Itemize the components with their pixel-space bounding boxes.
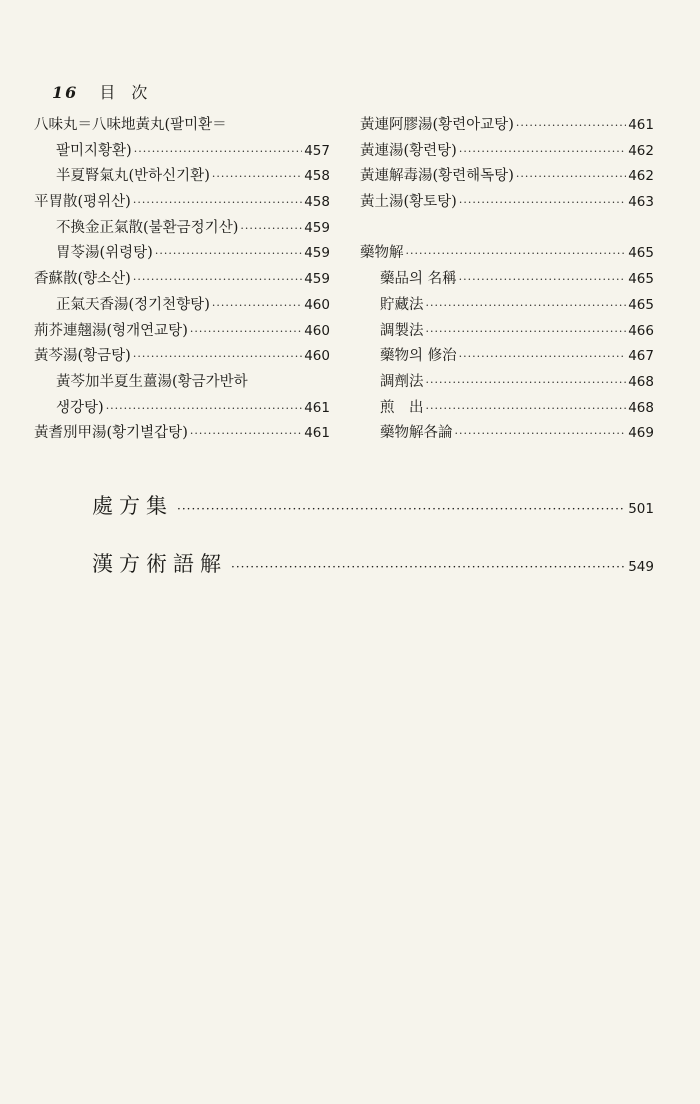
- entry-title: 調劑法: [380, 373, 424, 390]
- entry-title: 黃連解毒湯(황련해독탕): [360, 168, 514, 185]
- toc-entry[interactable]: [34, 267, 330, 293]
- page-number: 16: [52, 83, 79, 102]
- toc-entry[interactable]: [360, 241, 654, 267]
- toc-entry[interactable]: [360, 139, 654, 165]
- entry-title: 黃連阿膠湯(황련아교탕): [360, 117, 514, 133]
- toc-entry[interactable]: [34, 319, 330, 345]
- toc-entry[interactable]: [34, 370, 330, 396]
- entry-title: 半夏腎氣丸(반하신기환): [56, 168, 210, 185]
- entry-page-number: 457: [304, 142, 330, 159]
- entry-page-number: 468: [628, 399, 654, 416]
- toc-entry[interactable]: [360, 164, 654, 190]
- toc-section-entry[interactable]: [92, 490, 654, 520]
- toc-entry[interactable]: [360, 370, 654, 396]
- dot-leader: [190, 421, 302, 447]
- entry-title: 胃苓湯(위령탕): [56, 245, 153, 262]
- toc-entry[interactable]: [360, 190, 654, 216]
- dot-leader: [177, 502, 624, 516]
- entry-page-number: 465: [628, 296, 654, 313]
- entry-page-number: 462: [628, 168, 654, 185]
- dot-leader: [155, 241, 302, 267]
- entry-page-number: 458: [304, 168, 330, 185]
- entry-title: 黃芩加半夏生薑湯(황금가반하: [56, 373, 248, 390]
- dot-leader: [406, 241, 627, 267]
- entry-title: 黃土湯(황토탕): [360, 194, 457, 211]
- entry-page-number: 460: [304, 348, 330, 365]
- toc-right-column: [360, 113, 654, 447]
- page-header: [52, 80, 163, 103]
- section-page-number: 549: [628, 559, 654, 575]
- toc-entry[interactable]: [360, 396, 654, 422]
- entry-page-number: 469: [628, 425, 654, 442]
- entry-title: 黃連湯(황련탕): [360, 142, 457, 159]
- entry-page-number: 465: [628, 271, 654, 288]
- dot-leader: [455, 421, 627, 447]
- dot-leader: [133, 190, 302, 216]
- entry-title: 煎 出: [380, 399, 424, 416]
- toc-entry[interactable]: [34, 293, 330, 319]
- dot-leader: [516, 164, 626, 190]
- toc-entry[interactable]: [34, 190, 330, 216]
- toc-entry[interactable]: [34, 241, 330, 267]
- dot-leader: [134, 139, 303, 165]
- entry-page-number: 465: [628, 245, 654, 262]
- entry-page-number: 459: [304, 219, 330, 236]
- entry-page-number: 460: [304, 296, 330, 313]
- dot-leader: [212, 293, 302, 319]
- toc-spacer: [360, 216, 654, 242]
- entry-title: 黃耆別甲湯(황기별갑탕): [34, 425, 188, 442]
- entry-title: 正氣天香湯(정기천향탕): [56, 296, 210, 313]
- entry-title: 黃芩湯(황금탕): [34, 348, 131, 365]
- entry-title: 平胃散(평위산): [34, 194, 131, 211]
- entry-title: 팔미지황환): [56, 142, 132, 159]
- toc-entry[interactable]: [34, 396, 330, 422]
- dot-leader: [459, 344, 627, 370]
- toc-entry[interactable]: [360, 267, 654, 293]
- toc-entry[interactable]: [34, 216, 330, 242]
- dot-leader: [426, 293, 627, 319]
- toc-entry[interactable]: [360, 344, 654, 370]
- entry-page-number: 459: [304, 245, 330, 262]
- toc-entry[interactable]: [360, 113, 654, 139]
- entry-title: 荊芥連翹湯(형개연교탕): [34, 322, 188, 339]
- section-title: 處方集: [92, 494, 173, 518]
- page-title: 目次: [99, 83, 164, 102]
- dot-leader: [459, 139, 626, 165]
- dot-leader: [426, 319, 627, 345]
- dot-leader: [516, 113, 626, 139]
- entry-title: 八味丸＝八味地黃丸(팔미환＝: [34, 117, 227, 133]
- toc-entry[interactable]: [34, 113, 330, 139]
- entry-page-number: 461: [628, 117, 654, 133]
- entry-page-number: 461: [304, 399, 330, 416]
- toc-entry[interactable]: [360, 319, 654, 345]
- toc-entry[interactable]: [34, 164, 330, 190]
- entry-page-number: 468: [628, 373, 654, 390]
- entry-title: 藥物解各論: [380, 425, 453, 442]
- entry-title: 調製法: [380, 322, 424, 339]
- entry-page-number: 461: [304, 425, 330, 442]
- entry-title: 藥物의 修治: [380, 348, 457, 365]
- dot-leader: [212, 164, 302, 190]
- dot-leader: [133, 344, 302, 370]
- section-page-number: 501: [628, 501, 654, 517]
- entry-page-number: 458: [304, 194, 330, 211]
- entry-title: 藥品의 名稱: [380, 271, 457, 288]
- entry-title: 香蘇散(향소산): [34, 271, 131, 288]
- dot-leader: [240, 216, 302, 242]
- entry-title: 貯藏法: [380, 296, 424, 313]
- dot-leader: [459, 190, 626, 216]
- entry-title: 不換金正氣散(불환금정기산): [56, 219, 239, 236]
- toc-entry[interactable]: [360, 293, 654, 319]
- dot-leader: [106, 396, 303, 422]
- toc-entry[interactable]: [34, 139, 330, 165]
- entry-page-number: 460: [304, 322, 330, 339]
- section-title: 漢方術語解: [92, 552, 227, 576]
- dot-leader: [133, 267, 302, 293]
- dot-leader: [426, 396, 627, 422]
- toc-section-entry[interactable]: [92, 548, 654, 578]
- entry-page-number: 463: [628, 194, 654, 211]
- dot-leader: [426, 370, 627, 396]
- entry-title: 생강탕): [56, 399, 104, 416]
- toc-entry[interactable]: [34, 421, 330, 447]
- entry-title: 藥物解: [360, 245, 404, 262]
- entry-page-number: 462: [628, 142, 654, 159]
- toc-entry[interactable]: [34, 344, 330, 370]
- dot-leader: [231, 560, 624, 574]
- entry-page-number: 467: [628, 348, 654, 365]
- dot-leader: [190, 319, 302, 345]
- toc-left-column: [34, 113, 330, 447]
- toc-entry[interactable]: [360, 421, 654, 447]
- dot-leader: [459, 267, 627, 293]
- entry-page-number: 459: [304, 271, 330, 288]
- entry-page-number: 466: [628, 322, 654, 339]
